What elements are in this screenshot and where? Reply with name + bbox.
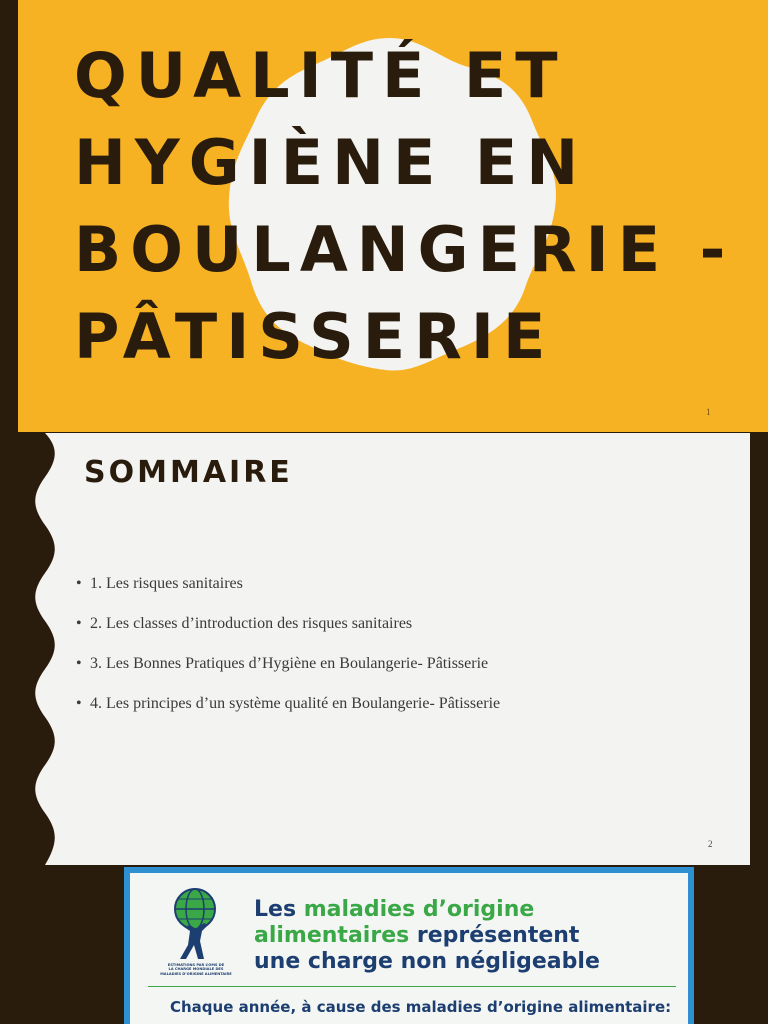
bullet-icon: • — [76, 695, 82, 712]
logo-caption: ESTIMATIONS PAR L’OMS DE LA CHARGE MONDIALE DES MALADIES D’ORIGINE ALIMENTAIRE — [160, 963, 232, 976]
summary-slide — [0, 433, 768, 865]
headline-part: Les — [254, 897, 304, 922]
list-item — [76, 693, 716, 733]
infographic-slide — [0, 866, 768, 1024]
globe-atlas-icon — [170, 887, 220, 962]
left-accent-bar — [0, 0, 18, 432]
bullet-icon: • — [76, 655, 82, 672]
infographic-panel — [130, 873, 688, 1024]
list-item-text: 4. Les principes d’un système qualité en Boulangerie- Pâtisserie — [90, 695, 501, 712]
slide-title: QUALITÉ ET HYGIÈNE EN BOULANGERIE - PÂTISSERIE — [74, 39, 735, 373]
infographic-headline — [254, 897, 600, 975]
list-item-text: 2. Les classes d’introduction des risques sanitaires — [90, 615, 413, 632]
infographic-subline: Chaque année, à cause des maladies d’origine alimentaire: — [170, 998, 672, 1016]
list-item — [76, 573, 716, 613]
list-item-text: 3. Les Bonnes Pratiques d’Hygiène en Boulangerie- Pâtisserie — [90, 655, 489, 672]
bullet-icon: • — [76, 575, 82, 592]
page-number: 1 — [706, 407, 711, 417]
divider — [148, 986, 676, 987]
title-slide — [0, 0, 768, 432]
list-item — [76, 613, 716, 653]
headline-part: une charge non négligeable — [254, 949, 600, 974]
headline-part: représentent — [409, 923, 580, 948]
wavy-edge-shape — [0, 866, 60, 1024]
list-item-text: 1. Les risques sanitaires — [90, 575, 243, 592]
bullet-icon: • — [76, 615, 82, 632]
headline-part: alimentaires — [254, 923, 410, 948]
wavy-edge-path — [0, 866, 55, 1024]
infographic-image — [124, 867, 694, 1024]
summary-list — [76, 573, 716, 733]
section-heading: SOMMAIRE — [84, 455, 293, 490]
page-number: 2 — [708, 839, 713, 849]
headline-part: maladies d’origine — [303, 897, 535, 922]
list-item — [76, 653, 716, 693]
